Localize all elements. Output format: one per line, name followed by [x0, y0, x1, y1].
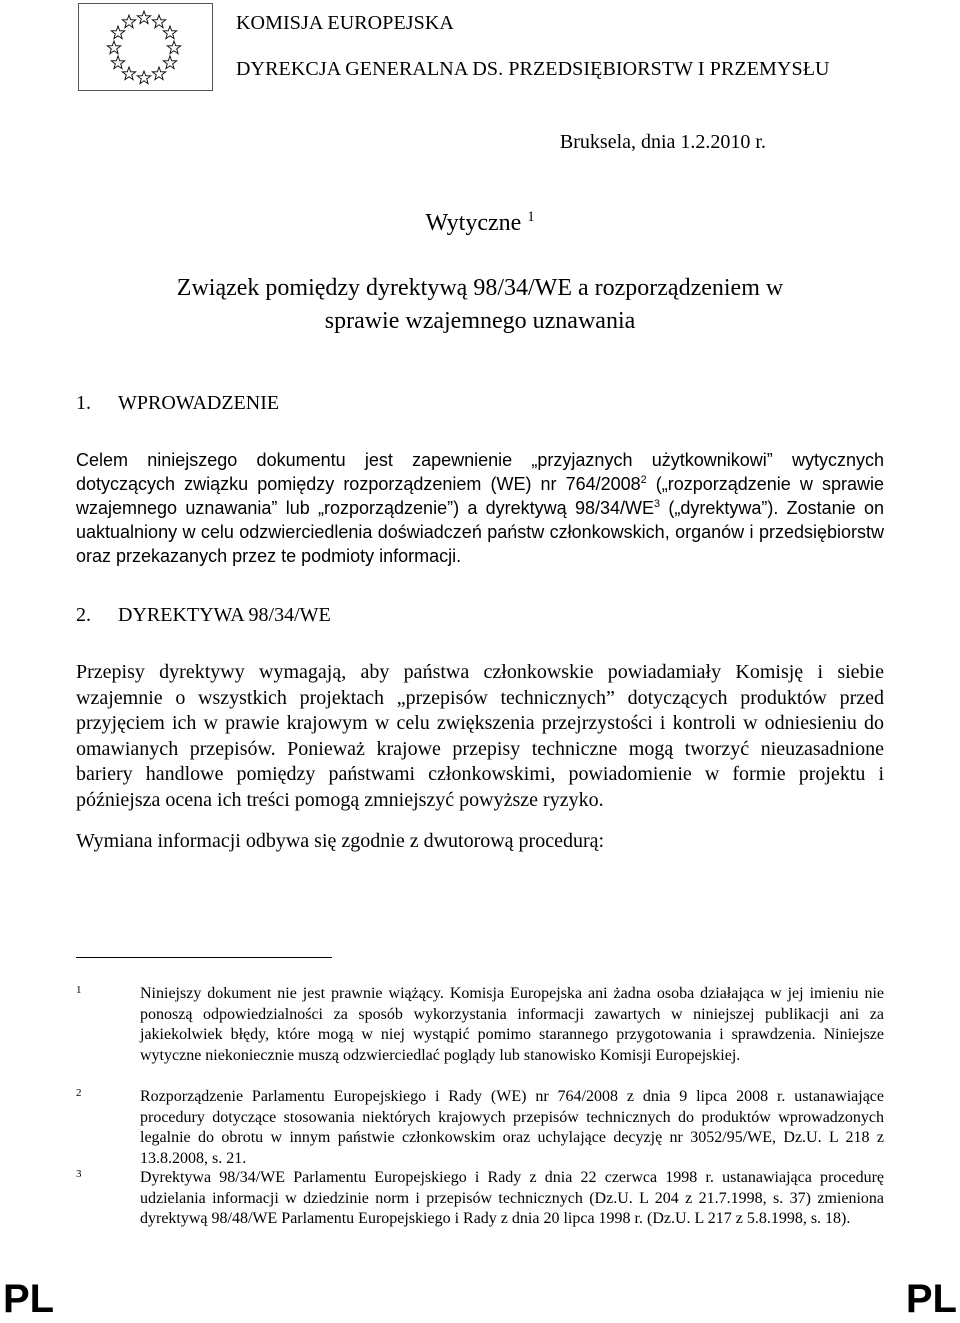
- footnote-text: Dyrektywa 98/34/WE Parlamentu Europejskiego i Rady z dnia 22 czerwca 1998 r. ustanawiająca procedurę udzielania informacji w dziedzinie norm i przepisów technicznych (Dz.U. L 204 z 21.7.1998, s. 37) zmieniona dyrektywą 98/48/WE Parlamentu Europejskiego i Rady z dnia 20 lipca 1998 r. (Dz.U. L 217 z 5.8.1998, s. 18).: [140, 1169, 884, 1228]
- org-name: KOMISJA EUROPEJSKA: [236, 12, 454, 34]
- paragraph-directive: Przepisy dyrektywy wymagają, aby państwa członkowskie powiadamiały Komisję i siebie wzajemnie o wszystkich projektach „przepisów technicznych” dotyczących produktów przed przyjęciem ich w prawie krajowym w celu zwiększenia przejrzystości i kontroli w odniesieniu do omawianych przepisów. Ponieważ krajowe przepisy techniczne mogą tworzyć nieuzasadnione bariery handlowe pomiędzy państwami członkowskimi, powiadomienie w formie projektu i późniejsza ocena ich treści pomogą zmniejszyć powyższe ryzyko.: [76, 661, 884, 811]
- dateline: Bruksela, dnia 1.2.2010 r.: [559, 131, 766, 153]
- star-icon: [107, 41, 120, 54]
- subtitle-line-1: Związek pomiędzy dyrektywą 98/34/WE a rozporządzeniem w: [176, 275, 784, 301]
- star-icon: [137, 11, 150, 24]
- star-icon: [122, 67, 135, 80]
- footnote-1: [76, 984, 884, 1066]
- footnote-ref-1[interactable]: 1: [527, 209, 535, 225]
- footnote-ref-2[interactable]: 2: [640, 474, 647, 486]
- star-icon: [152, 67, 165, 80]
- section-heading-2: [76, 604, 331, 627]
- language-code-right: PL: [905, 1277, 957, 1321]
- footnote-3: [76, 1168, 884, 1230]
- section-title: DYREKTYWA 98/34/WE: [118, 604, 331, 626]
- document-subtitle: [0, 272, 960, 338]
- star-icon: [167, 41, 180, 54]
- star-icon: [122, 15, 135, 28]
- star-icon: [163, 56, 176, 69]
- title-text: Wytyczne: [425, 210, 522, 236]
- eu-logo: [78, 3, 213, 91]
- paragraph-text: Celem niniejszego dokumentu jest zapewnienie „przyjaznych użytkownikowi” wytycznych dotyczących związku pomiędzy rozporządzeniem (WE) nr 764/2008: [76, 450, 884, 494]
- star-icon: [152, 15, 165, 28]
- footnote-separator: [76, 957, 332, 958]
- footnote-text: Niniejszy dokument nie jest prawnie wiążący. Komisja Europejska ani żadna osoba działająca w jej imieniu nie ponoszą odpowiedzialności za sposób wykorzystania informacji zawartych w niniejszej publikacji ani za jakiekolwiek błędy, które mogą w niej wystąpić pomimo starannego przygotowania i sprawdzenia. Niniejsze wytyczne niekoniecznie muszą odzwierciedlać poglądy lub stanowisko Komisji Europejskiej.: [140, 985, 884, 1064]
- subtitle-line-2: sprawie wzajemnego uznawania: [324, 308, 636, 334]
- footnote-ref-3[interactable]: 3: [654, 498, 661, 510]
- star-icon: [111, 26, 124, 39]
- paragraph-text: („rozporządzenie w sprawie wzajemnego uznawania” lub „rozporządzenie”) a dyrektywą 98/34/WE: [76, 474, 884, 518]
- footnote-number: 1: [76, 984, 82, 996]
- paragraph-introduction: [76, 448, 884, 568]
- star-icon: [137, 71, 150, 84]
- directorate-name: DYREKCJA GENERALNA DS. PRZEDSIĘBIORSTW I PRZEMYSŁU: [236, 58, 830, 80]
- footnote-text: Rozporządzenie Parlamentu Europejskiego i Rady (WE) nr 764/2008 z dnia 9 lipca 2008 r. ustanawiające procedury dotyczące stosowania niektórych krajowych przepisów technicznych do produktów wprowadzonych legalnie do obrotu w innym państwie członkowskim oraz uchylające decyzję nr 3052/95/WE, Dz.U. L 218 z 13.8.2008, s. 21.: [140, 1088, 884, 1167]
- section-title: WPROWADZENIE: [118, 392, 280, 414]
- language-code-left: PL: [3, 1277, 55, 1321]
- section-number: 2.: [76, 604, 91, 626]
- paragraph-text: („dyrektywa”). Zostanie on uaktualniony w celu odzwierciedlenia doświadczeń państw członkowskich, organów i przedsiębiorstw oraz przekazanych przez te podmioty informacji.: [76, 498, 884, 566]
- section-number: 1.: [76, 392, 91, 414]
- star-icon: [163, 26, 176, 39]
- section-heading-1: [76, 392, 279, 415]
- document-title: [0, 210, 960, 237]
- paragraph-procedure: Wymiana informacji odbywa się zgodnie z dwutorową procedurą:: [76, 830, 605, 852]
- footnote-number: 2: [76, 1087, 82, 1099]
- eu-stars-icon: [79, 4, 212, 90]
- footnote-2: [76, 1087, 884, 1169]
- footnote-number: 3: [76, 1168, 82, 1180]
- star-icon: [111, 56, 124, 69]
